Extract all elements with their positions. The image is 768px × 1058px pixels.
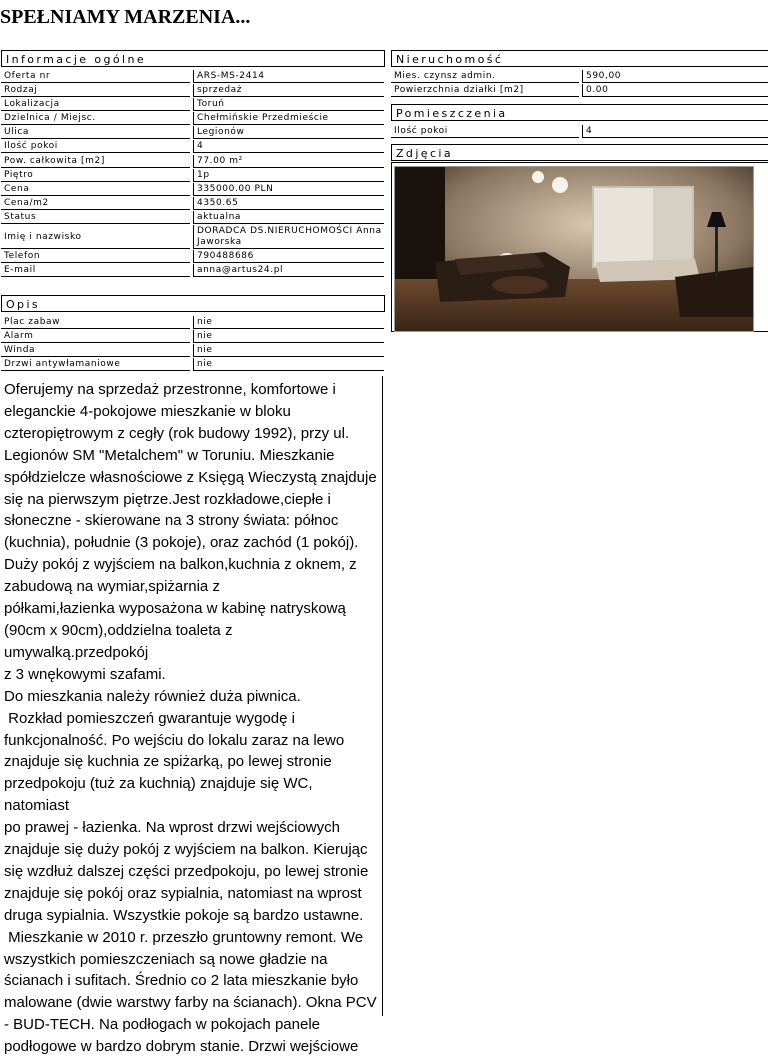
rooms-row [391, 125, 768, 139]
info-label: Telefon [1, 250, 190, 263]
photos-section-header [391, 144, 768, 161]
info-label: E-mail [1, 264, 190, 277]
features-value: nie [193, 344, 384, 357]
description-section-header [1, 295, 385, 312]
info-row [1, 70, 384, 84]
property-section-title: Nieruchomość [396, 53, 504, 66]
info-label: Cena [1, 183, 190, 196]
property-label: Mies. czynsz admin. [391, 70, 579, 83]
info-value: 790488686 [193, 250, 384, 263]
info-row [1, 140, 384, 154]
info-row [1, 84, 384, 98]
info-row [1, 197, 384, 211]
info-row [1, 250, 384, 264]
info-value: Chełmińskie Przedmieście [193, 112, 384, 125]
info-value: Legionów [193, 126, 384, 139]
info-value: 4 [193, 140, 384, 153]
info-label: Cena/m2 [1, 197, 190, 210]
apartment-photo[interactable] [394, 166, 754, 332]
features-row [1, 344, 384, 358]
info-label: Ulica [1, 126, 190, 139]
property-row [391, 70, 768, 84]
property-table [391, 70, 768, 98]
features-label: Winda [1, 344, 190, 357]
info-row [1, 211, 384, 225]
info-value: ARS-MS-2414 [193, 70, 384, 83]
info-row [1, 183, 384, 197]
info-section-header [1, 50, 385, 67]
rooms-table [391, 125, 768, 139]
info-label: Rodzaj [1, 84, 190, 97]
info-table [1, 70, 384, 278]
features-value: nie [193, 358, 384, 371]
page-title: SPEŁNIAMY MARZENIA... [0, 6, 251, 28]
rooms-label: Ilość pokoi [391, 125, 579, 138]
info-label: Ilość pokoi [1, 140, 190, 153]
info-row [1, 98, 384, 112]
info-value: anna@artus24.pl [193, 264, 384, 277]
property-section-header [391, 50, 768, 67]
info-label: Piętro [1, 169, 190, 182]
info-value: Toruń [193, 98, 384, 111]
info-row [1, 112, 384, 126]
info-row [1, 264, 384, 278]
property-value: 0.00 [582, 84, 768, 97]
info-label: Status [1, 211, 190, 224]
info-value: 335000.00 PLN [193, 183, 384, 196]
photos-section-title: Zdjęcia [396, 147, 453, 160]
info-row [1, 169, 384, 183]
info-value: aktualna [193, 211, 384, 224]
info-section-title: Informacje ogólne [6, 53, 147, 66]
description-text: Oferujemy na sprzedaż przestronne, komfortowe i eleganckie 4-pokojowe mieszkanie w bloku czteropiętrowym z cegły (rok budowy 1992), przy ul. Legionów SM "Metalchem" w Toruniu. Mieszkanie spółdzielcze własnościowe z Księgą Wieczystą znajduje się na pierwszym piętrze.Jest rozkładowe,ciepłe i słoneczne - skierowane na 3 strony świata: północ (kuchnia), południe (3 pokoje), oraz zachód (1 pokój). Duży pokój z wyjściem na balkon,kuchnia z oknem, z zabudową na wymiar,spiżarnia z półkami,łazienka wyposażona w kabinę natryskową (90cm x 90cm),oddzielna toaleta z umywalką.przedpokój z 3 wnękowymi szafami. Do mieszkania należy również duża piwnica. Rozkład pomieszczeń gwarantuje wygodę i funkcjonalność. Po wejściu do lokalu zaraz na lewo znajduje się kuchnia ze spiżarką, po lewej stronie przedpokoju (tuż za kuchnią) znajduje się WC, natomiast po prawej - łazienka. Na wprost drzwi wejściowych znajduje się duży pokój z wyjściem na balkon. Kierując się wzdłuż dalszej części przedpokoju, po lewej stronie znajduje się pokój oraz sypialnia, natomiast na wprost druga sypialnia. Wszystkie pokoje są bardzo ustawne. Mieszkanie w 2010 r. przeszło gruntowny remont. We wszystkich pomieszczeniach są nowe gładzie na ścianach i sufitach. Średnio co 2 lata mieszkanie było malowane (dwie warstwy farby na ścianach). Okna PCV - BUD-TECH. Na podłogach w pokojach panele podłogowe w bardzo dobrym stanie. Drzwi wejściowe [1, 376, 383, 1016]
info-value: sprzedaż [193, 84, 384, 97]
features-table [1, 316, 384, 372]
features-label: Drzwi antywłamaniowe [1, 358, 190, 371]
rooms-section-header [391, 104, 768, 121]
info-value: 4350.65 [193, 197, 384, 210]
info-row [1, 126, 384, 140]
features-row [1, 358, 384, 372]
info-row [1, 155, 384, 169]
features-label: Alarm [1, 330, 190, 343]
features-row [1, 316, 384, 330]
property-row [391, 84, 768, 98]
property-value: 590,00 [582, 70, 768, 83]
features-value: nie [193, 316, 384, 329]
rooms-value: 4 [582, 125, 768, 138]
info-label: Oferta nr [1, 70, 190, 83]
info-label: Lokalizacja [1, 98, 190, 111]
info-row [1, 225, 384, 250]
info-label: Imię i nazwisko [1, 225, 190, 249]
rooms-section-title: Pomieszczenia [396, 107, 508, 120]
description-section-title: Opis [6, 298, 41, 311]
features-label: Plac zabaw [1, 316, 190, 329]
info-value: DORADCA DS.NIERUCHOMOŚCI Anna Jaworska [193, 225, 384, 249]
features-row [1, 330, 384, 344]
info-label: Dzielnica / Miejsc. [1, 112, 190, 125]
info-value: 1p [193, 169, 384, 182]
info-label: Pow. całkowita [m2] [1, 155, 190, 168]
property-label: Powierzchnia działki [m2] [391, 84, 579, 97]
features-value: nie [193, 330, 384, 343]
living-room-image [395, 167, 753, 331]
info-value: 77.00 m² [193, 155, 384, 168]
